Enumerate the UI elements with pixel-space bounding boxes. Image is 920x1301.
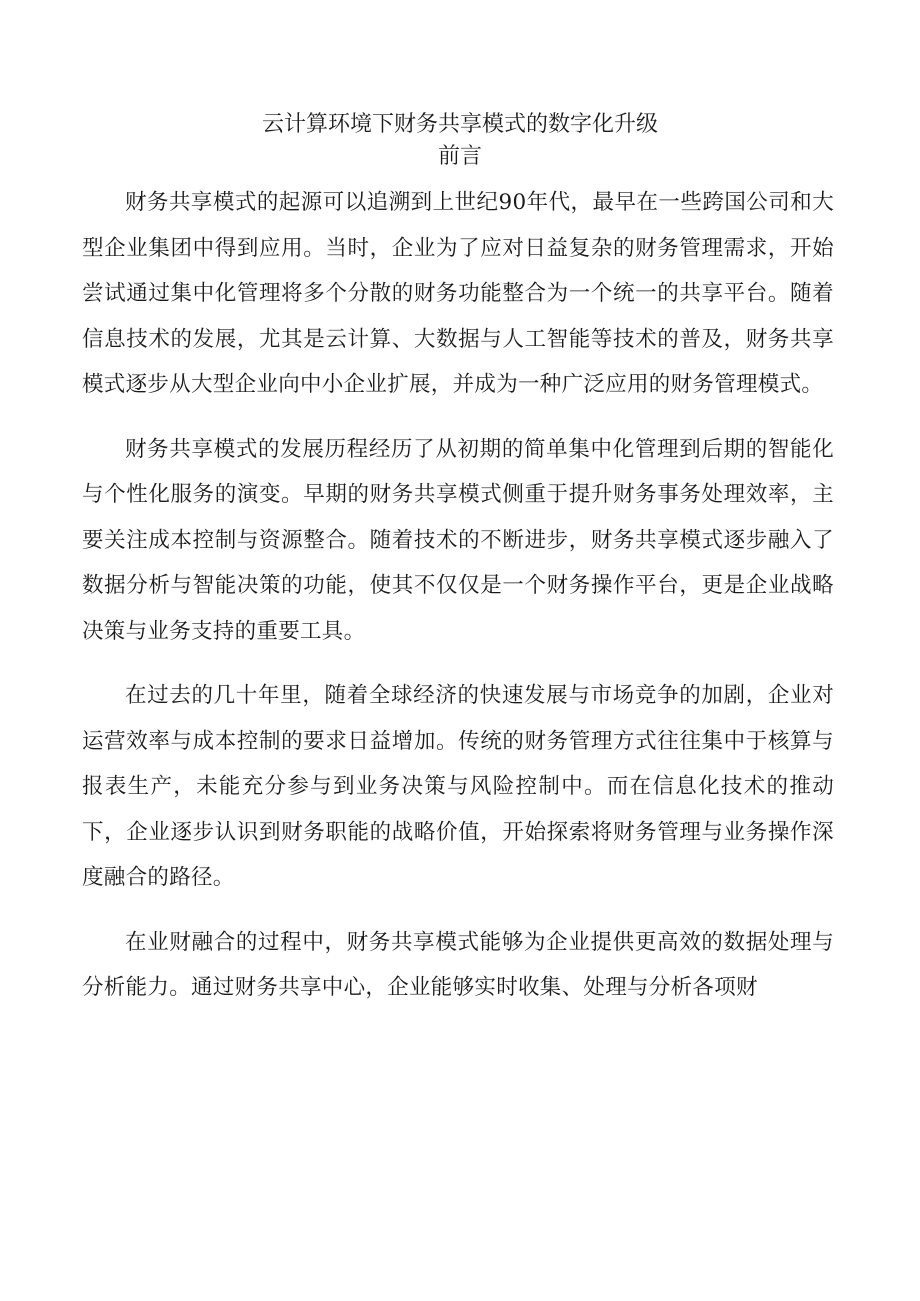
paragraph-2: 财务共享模式的发展历程经历了从初期的简单集中化管理到后期的智能化与个性化服务的演变。早期的财务共享模式侧重于提升财务事务处理效率，主要关注成本控制与资源整合。随着技术的不断进步，财务共享模式逐步融入了数据分析与智能决策的功能，使其不仅仅是一个财务操作平台，更是企业战略决策与业务支持的重要工具。 bbox=[82, 436, 834, 644]
paragraph-1: 财务共享模式的起源可以追溯到上世纪90年代，最早在一些跨国公司和大型企业集团中得到应用。当时，企业为了应对日益复杂的财务管理需求，开始尝试通过集中化管理将多个分散的财务功能整合为一个统一的共享平台。随着信息技术的发展，尤其是云计算、大数据与人工智能等技术的普及，财务共享模式逐步从大型企业向中小企业扩展，并成为一种广泛应用的财务管理模式。 bbox=[82, 190, 834, 397]
section-heading: 前言 bbox=[437, 144, 482, 169]
document-title: 云计算环境下财务共享模式的数字化升级 bbox=[261, 112, 658, 137]
paragraph-4: 在业财融合的过程中，财务共享模式能够为企业提供更高效的数据处理与分析能力。通过财务共享中心，企业能够实时收集、处理与分析各项财 bbox=[82, 929, 834, 1000]
document-body bbox=[82, 180, 834, 1030]
paragraph-3: 在过去的几十年里，随着全球经济的快速发展与市场竞争的加剧，企业对运营效率与成本控制的要求日益增加。传统的财务管理方式往往集中于核算与报表生产，未能充分参与到业务决策与风险控制中。而在信息化技术的推动下，企业逐步认识到财务职能的战略价值，开始探索将财务管理与业务操作深度融合的路径。 bbox=[82, 683, 834, 890]
